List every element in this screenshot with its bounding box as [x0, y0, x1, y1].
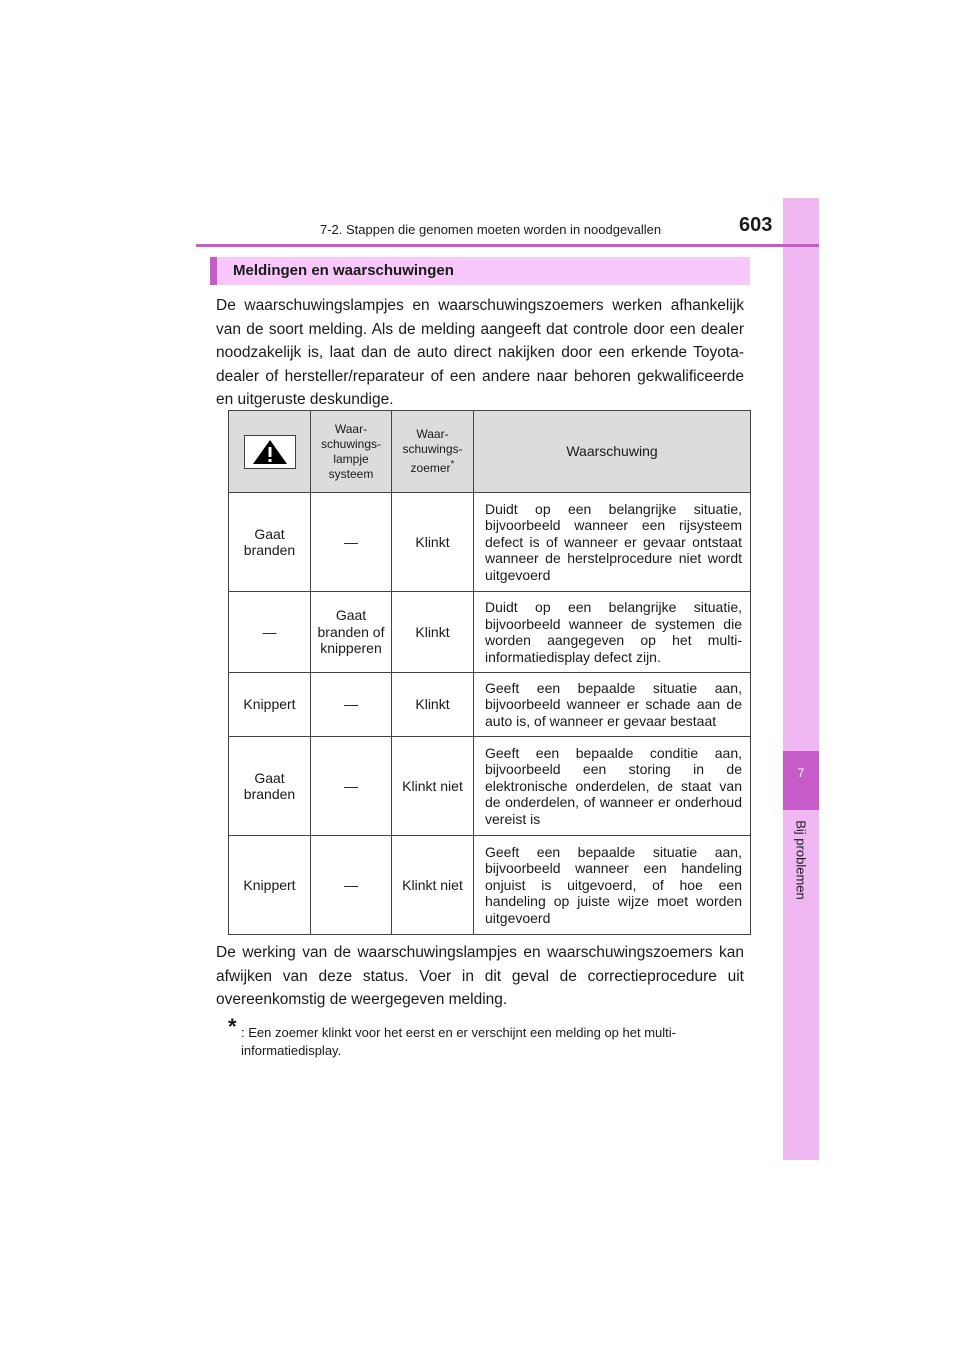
header-icon-cell	[229, 411, 311, 493]
table-row	[229, 493, 751, 592]
footnote	[228, 1013, 748, 1060]
cell-lamp-system: —	[311, 836, 392, 935]
cell-buzzer: Klinkt	[392, 673, 474, 737]
header-buzzer	[392, 411, 474, 493]
cell-warning: Geeft een bepaalde situatie aan, bijvoorbeeld wanneer er schade aan de auto is, of wanneer er gevaar bestaat	[474, 673, 751, 737]
intro-paragraph: De waarschuwingslampjes en waarschuwingszoemers werken afhankelijk van de soort melding. Als de melding aangeeft dat controle door een dealer noodzakelijk is, laat dan de auto direct nakijken door een erkende Toyota-dealer of hersteller/reparateur of een andere naar behoren gekwalificeerde en uitgeruste deskundige.	[216, 297, 744, 408]
warning-table	[228, 410, 751, 935]
cell-buzzer: Klinkt	[392, 592, 474, 673]
chapter-number: 7	[783, 751, 819, 810]
section-title: Meldingen en waarschuwingen	[233, 262, 454, 279]
cell-warning: Duidt op een belangrijke situatie, bijvoorbeeld wanneer een rijsysteem defect is of wanneer er gevaar ontstaat wanneer de herstelprocedure niet wordt uitgevoerd	[474, 493, 751, 592]
footnote-text: : Een zoemer klinkt voor het eerst en er verschijnt een melding op het multi-informatiedisplay.	[241, 1025, 676, 1058]
table-row	[229, 737, 751, 836]
chapter-side-tab	[783, 198, 819, 1160]
table-row	[229, 836, 751, 935]
cell-lamp-system: —	[311, 493, 392, 592]
footnote-mark: *	[228, 1014, 237, 1039]
cell-lamp: —	[229, 592, 311, 673]
cell-buzzer: Klinkt niet	[392, 737, 474, 836]
header-buzzer-footnote-mark: *	[450, 459, 455, 470]
cell-lamp: Knippert	[229, 836, 311, 935]
cell-lamp-system: —	[311, 673, 392, 737]
cell-warning: Duidt op een belangrijke situatie, bijvoorbeeld wanneer de systemen die worden aangegeven op het multi-informatiedisplay defect zijn.	[474, 592, 751, 673]
header-rule	[196, 244, 819, 247]
cell-buzzer: Klinkt niet	[392, 836, 474, 935]
cell-lamp-system: —	[311, 737, 392, 836]
page-number: 603	[739, 214, 773, 236]
table-row	[229, 592, 751, 673]
cell-lamp-system: Gaat branden of knipperen	[311, 592, 392, 673]
cell-lamp: Knippert	[229, 673, 311, 737]
table-header-row	[229, 411, 751, 493]
header-warning: Waarschuwing	[474, 411, 751, 493]
chapter-title: Bij problemen	[793, 820, 809, 900]
section-heading-bar	[210, 257, 750, 285]
warning-triangle-icon	[244, 435, 296, 469]
cell-lamp: Gaat branden	[229, 737, 311, 836]
section-path: 7-2. Stappen die genomen moeten worden in noodgevallen	[320, 222, 662, 237]
header-buzzer-label: Waar-schuwings-zoemer	[402, 427, 463, 475]
cell-lamp: Gaat branden	[229, 493, 311, 592]
header-lamp-system: Waar-schuwings-lampje systeem	[311, 411, 392, 493]
cell-buzzer: Klinkt	[392, 493, 474, 592]
cell-warning: Geeft een bepaalde conditie aan, bijvoorbeeld een storing in de elektronische onderdelen, de staat van de onderdelen, of wanneer er onderhoud vereist is	[474, 737, 751, 836]
footer-paragraph: De werking van de waarschuwingslampjes en waarschuwingszoemers kan afwijken van deze status. Voer in dit geval de correctieprocedure uit overeenkomstig de weergegeven melding.	[216, 944, 744, 1008]
cell-warning: Geeft een bepaalde situatie aan, bijvoorbeeld wanneer een handeling onjuist is uitgevoerd, of hoe een handeling op juiste wijze moet worden uitgevoerd	[474, 836, 751, 935]
table-row	[229, 673, 751, 737]
